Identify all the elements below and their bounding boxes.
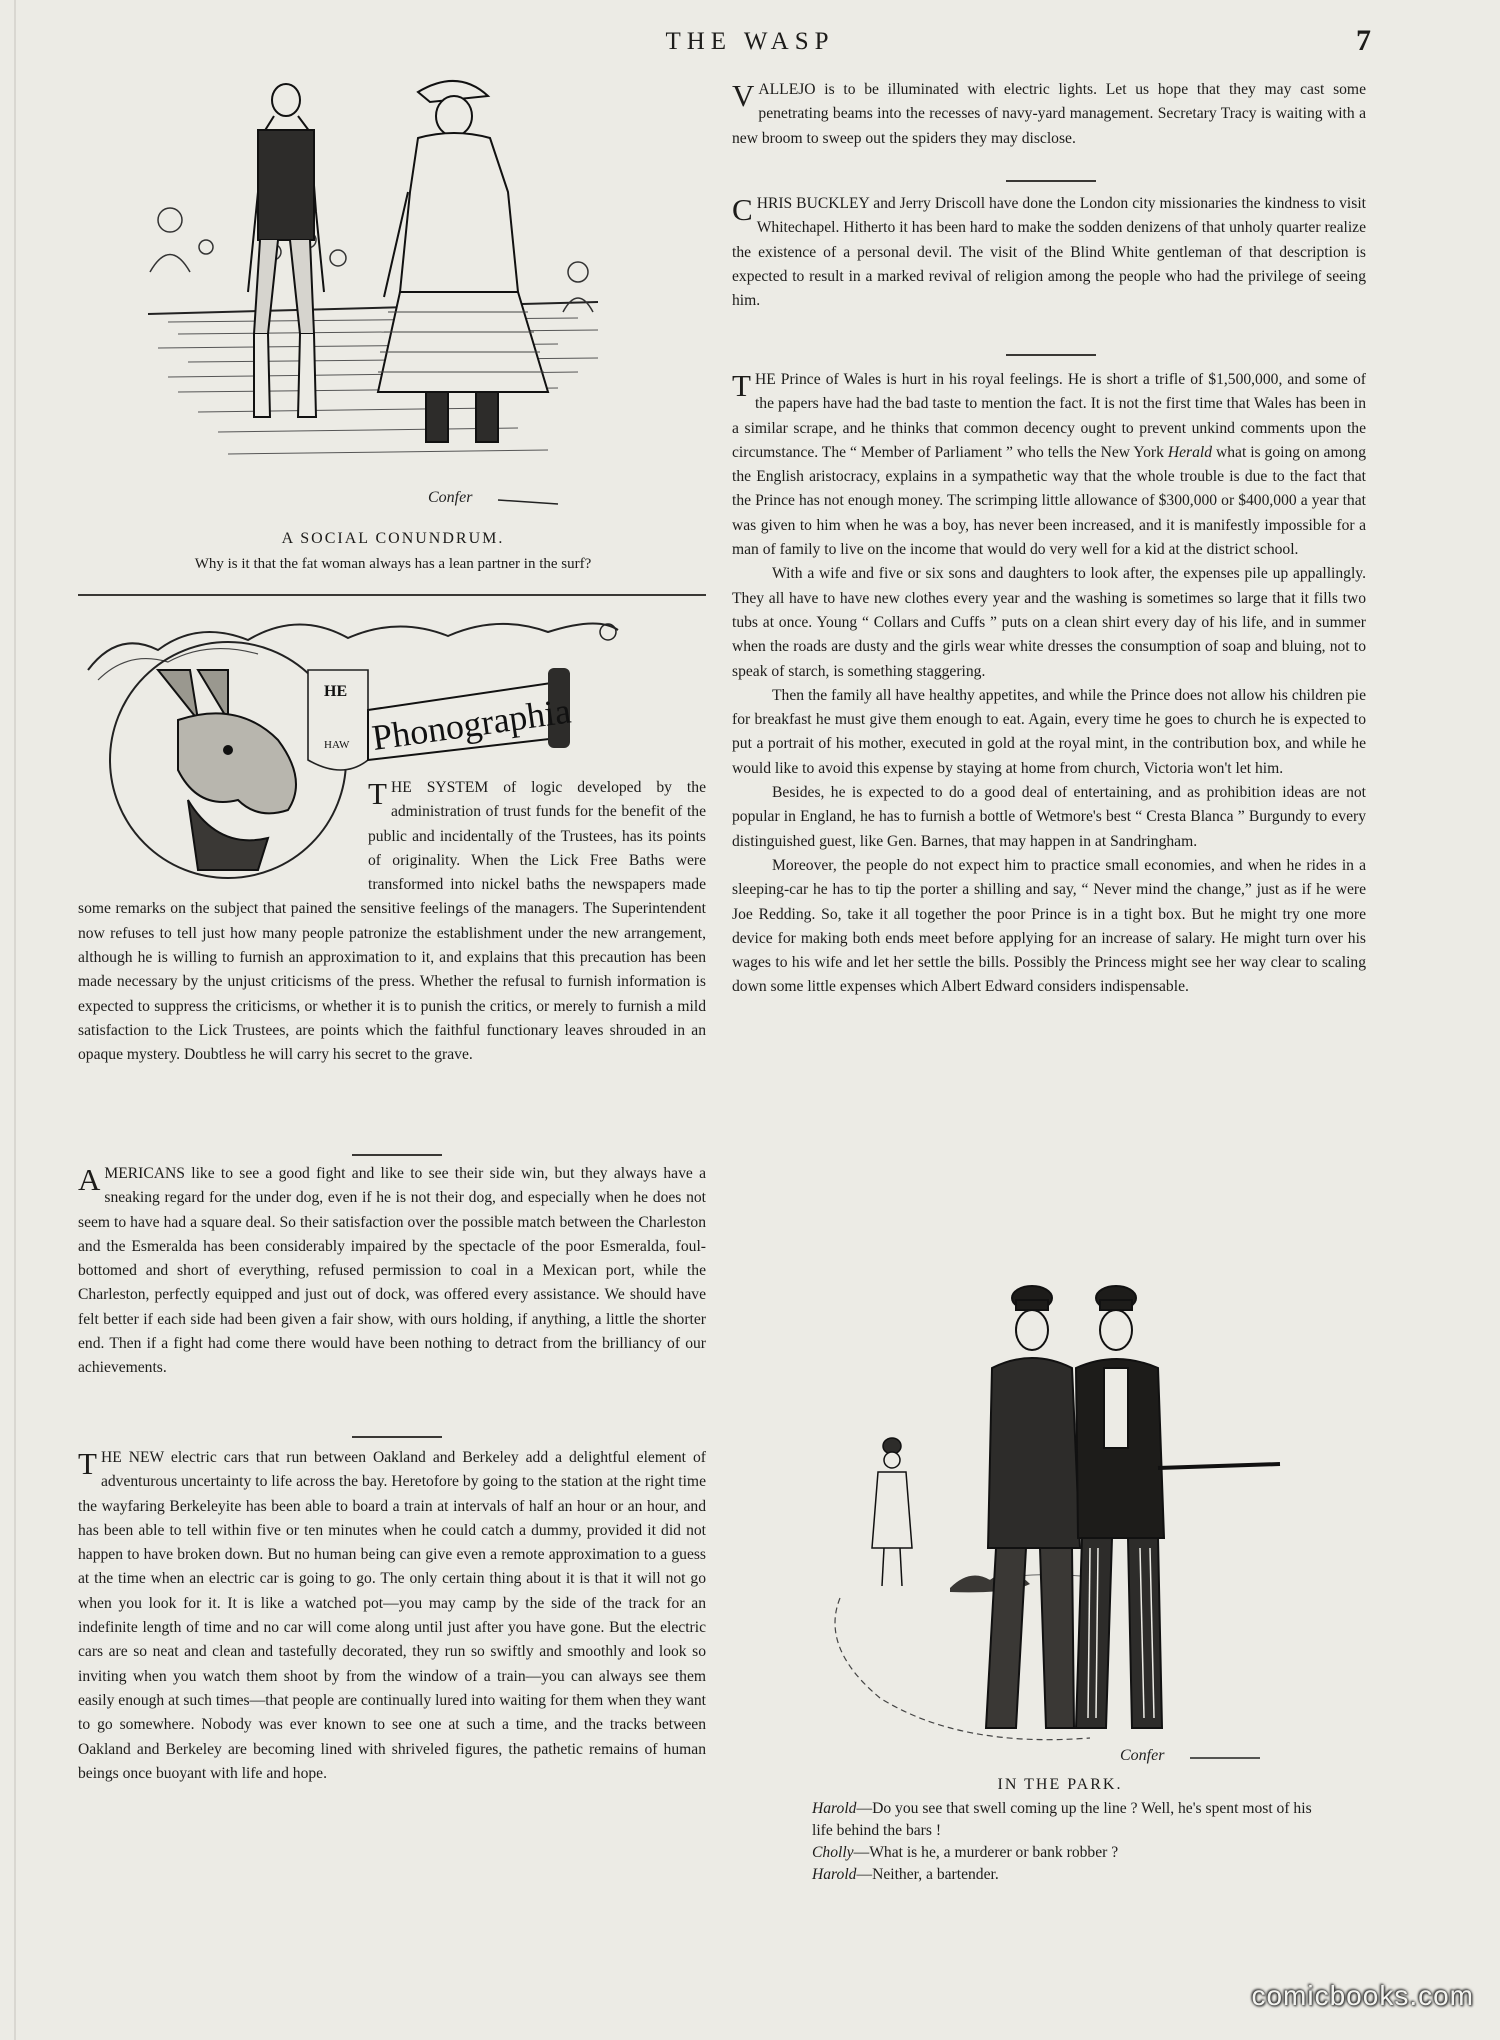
social-signature: Confer: [428, 489, 473, 506]
article-buckley: [732, 192, 1366, 313]
medallion-spacer: [78, 776, 368, 892]
dropcap: A: [78, 1162, 101, 1197]
article-prince-intro: HE Prince of Wales is hurt in his royal feelings. He is short a trifle of $1,500,000, and some of the papers have had the bad taste to mention the fact. It is not the first time that Wales has been in a similar scrape, and he thinks that common decency ought to prevent unkind comments upon the circumstance. The “ Member of Parliament ” who tells the New York: [732, 371, 1366, 461]
park-caption-title: IN THE PARK.: [997, 1776, 1123, 1793]
speaker-name: Harold: [812, 1866, 857, 1883]
dialogue-text: —Do you see that swell coming up the line ? Well, he's spent most of his life behind the bars !: [812, 1800, 1312, 1839]
herald-italic: Herald: [1167, 443, 1213, 461]
social-caption-question: Why is it that the fat woman always has a lean partner in the surf?: [194, 556, 592, 572]
article-prince-p5: Moreover, the people do not expect him to practice small economies, and when he rides in a sleeping-car he has to tip the porter a shilling and say, “ Never mind the change,” just as if he were Joe Redding. So, take it all together the poor Prince is in a tight box. But he might try one more device for making both ends meet before applying for an increase of salary. He might turn over his wages to his wife and let her settle the bills. Possibly the Princess might see her way clear to scaling down some little expenses which Albert Edward considers indispensable.: [732, 856, 1366, 996]
page-edge: [14, 0, 16, 2040]
dropcap: T: [78, 1446, 97, 1481]
social-conundrum-figure: [78, 72, 708, 573]
article-vallejo: [732, 78, 1366, 151]
article-prince-p2: With a wife and five or six sons and daughters to look after, the expenses pile up appallingly. They all have to have new clothes every year and the washing is sometimes so large that it fills two tubs at once. Young “ Collars and Cuffs ” puts on a clean shirt every day of his life, and in summer when the roads are dusty and the girls wear white dresses the consumption of soap and bluing, not to speak of starch, is something staggering.: [732, 565, 1366, 680]
dropcap: T: [368, 776, 387, 811]
park-dialogue: [760, 1798, 1360, 1886]
masthead: THE WASP: [665, 28, 835, 55]
article-system-text: HE SYSTEM of logic developed by the administration of trust funds for the benefit of the public and incidentally of the Trustees, has its points of originality. When the Lick Free Baths were transformed into nickel baths the newspapers made some remarks on the subject that pained the sensitive feelings of the managers. The Superintendent now refuses to tell just how many people patronize the establishment under the new arrangement, although he is willing to furnish an approximation to it, and explains that this precaution has been made necessary by the unjust criticisms of the press. Whether the refusal to furnish information is expected to suppress the criticisms, or whether it is to punish the critics, or merely to furnish a mild satisfaction to the Lick Trustees, are points which the faithful functionary leaves shrouded in an opaque mystery. Doubtless he will carry his secret to the grave.: [78, 779, 706, 1064]
park-signature: Confer: [1120, 1747, 1165, 1764]
article-vallejo-text: ALLEJO is to be illuminated with electric lights. Let us hope that they may cast some penetrating beams into the recesses of navy-yard management. Secretary Tracy is waiting with a new broom to sweep out the spiders they may disclose.: [732, 81, 1366, 147]
article-electric-cars: [78, 1446, 706, 1786]
dialogue-line: [776, 1842, 1326, 1864]
dialogue-line: [776, 1798, 1326, 1842]
page-number: 7: [1356, 24, 1371, 57]
short-rule: [352, 1154, 442, 1156]
article-americans-text: MERICANS like to see a good fight and like to see their side win, but they always have a sneaking regard for the under dog, even if he is not their dog, and especially when he does not seem to have had a square deal. So their satisfaction over the possible match between the Charleston and the Esmeralda has been considerably impaired by the spectacle of the poor Esmeralda, foul-bottomed and short of everything, refused permission to coal in a Mexican port, while the Charleston, perfectly equipped and just out of dock, was offered every assistance. We should have felt better if each side had been given a fair show, with ours holding, if anything, a little the shorter end. Then if a fight had come there would have been nothing to detract from the brilliancy of our achievements.: [78, 1165, 706, 1377]
article-prince: [732, 368, 1366, 1000]
beach-scene-illustration: [78, 72, 708, 524]
he-label: HE: [324, 683, 348, 700]
speaker-name: Harold: [812, 1800, 857, 1817]
section-divider: [78, 594, 706, 596]
scroll-ornament: [88, 623, 618, 670]
speaker-name: Cholly: [812, 1844, 854, 1861]
haw-label: HAW: [324, 739, 350, 751]
article-prince-intro-end: what is going on among the English aristocracy, explains in a sympathetic way that the whole trouble is due to the fact that the Prince has not enough money. The scrimping little allowance of $300,000 or $400,000 a year that was given to him when he was a boy, has never been increased, and it is manifestly impossible for a man of family to live on the income that would do very well for a kid at the district school.: [732, 443, 1366, 559]
article-system: [78, 776, 706, 1068]
in-the-park-figure: [760, 1268, 1360, 1886]
article-buckley-text: HRIS BUCKLEY and Jerry Driscoll have done the London city missionaries the kindness to visit Whitechapel. Hitherto it has been hard to make the sodden denizens of that unholy quarter realize the existence of a personal devil. The visit of the Blind White gentleman of that description is expected to result in a marked revival of religion among the people who had the privilege of seeing him.: [732, 195, 1366, 310]
article-prince-p4: Besides, he is expected to do a good deal of entertaining, and as prohibition ideas are not popular in England, he has to furnish a bottle of Wetmore's best “ Cresta Blanca ” Burgundy to every distinguished guest, like Gen. Barnes, that may happen in at Sandringham.: [732, 784, 1366, 850]
park-scene-illustration: [760, 1268, 1360, 1768]
short-rule: [1006, 180, 1096, 182]
social-caption-title: A SOCIAL CONUNDRUM.: [281, 530, 505, 547]
dropcap: V: [732, 78, 755, 113]
short-rule: [1006, 354, 1096, 356]
dialogue-text: —What is he, a murderer or bank robber ?: [853, 1844, 1119, 1861]
article-electric-cars-text: HE NEW electric cars that run between Oakland and Berkeley add a delightful element of adventurous uncertainty to life across the bay. Heretofore by going to the station at the right time the wayfaring Berkeleyite has been able to board a train at intervals of half an hour or an hour, and has been able to tell within five or ten minutes when he could catch a dummy, provided it did not happen to have broken down. But no human being can give even a remote approximation to a guess at the time when an electric car is going to go. The only certain thing about it is that it will not go when you look for it. It is like a watched pot—you may camp by the side of the track for an indefinite length of time and no car will come along until just after you have gone. But the electric cars are so neat and clean and tastefully decorated, they run so swiftly and smoothly and look so inviting when you watch them shoot by from the window of a train—you can always see them easily enough at such times—that people are continually lured into waiting for them when they want to go somewhere. Nobody was ever known to see one at such a time, and the tracks between Oakland and Berkeley are becoming lined with shriveled figures, the pathetic remains of human beings once buoyant with life and hope.: [78, 1449, 706, 1782]
article-americans: [78, 1162, 706, 1381]
watermark: comicbooks.com: [1251, 1980, 1474, 2011]
article-prince-p3: Then the family all have healthy appetites, and while the Prince does not allow his children pie for breakfast he must give them enough to eat. Again, every time he goes to church he is expected to put a portrait of his mother, executed in gold at the royal mint, in the contribution box, and while he would like to avoid this expense by staying at home from church, Victoria won't let him.: [732, 686, 1366, 777]
phonographia-title: Phonographia: [369, 690, 574, 758]
short-rule: [352, 1436, 442, 1438]
dialogue-line: [776, 1864, 1326, 1886]
dropcap: C: [732, 192, 753, 227]
dropcap: T: [732, 368, 751, 403]
dialogue-text: —Neither, a bartender.: [856, 1866, 999, 1883]
